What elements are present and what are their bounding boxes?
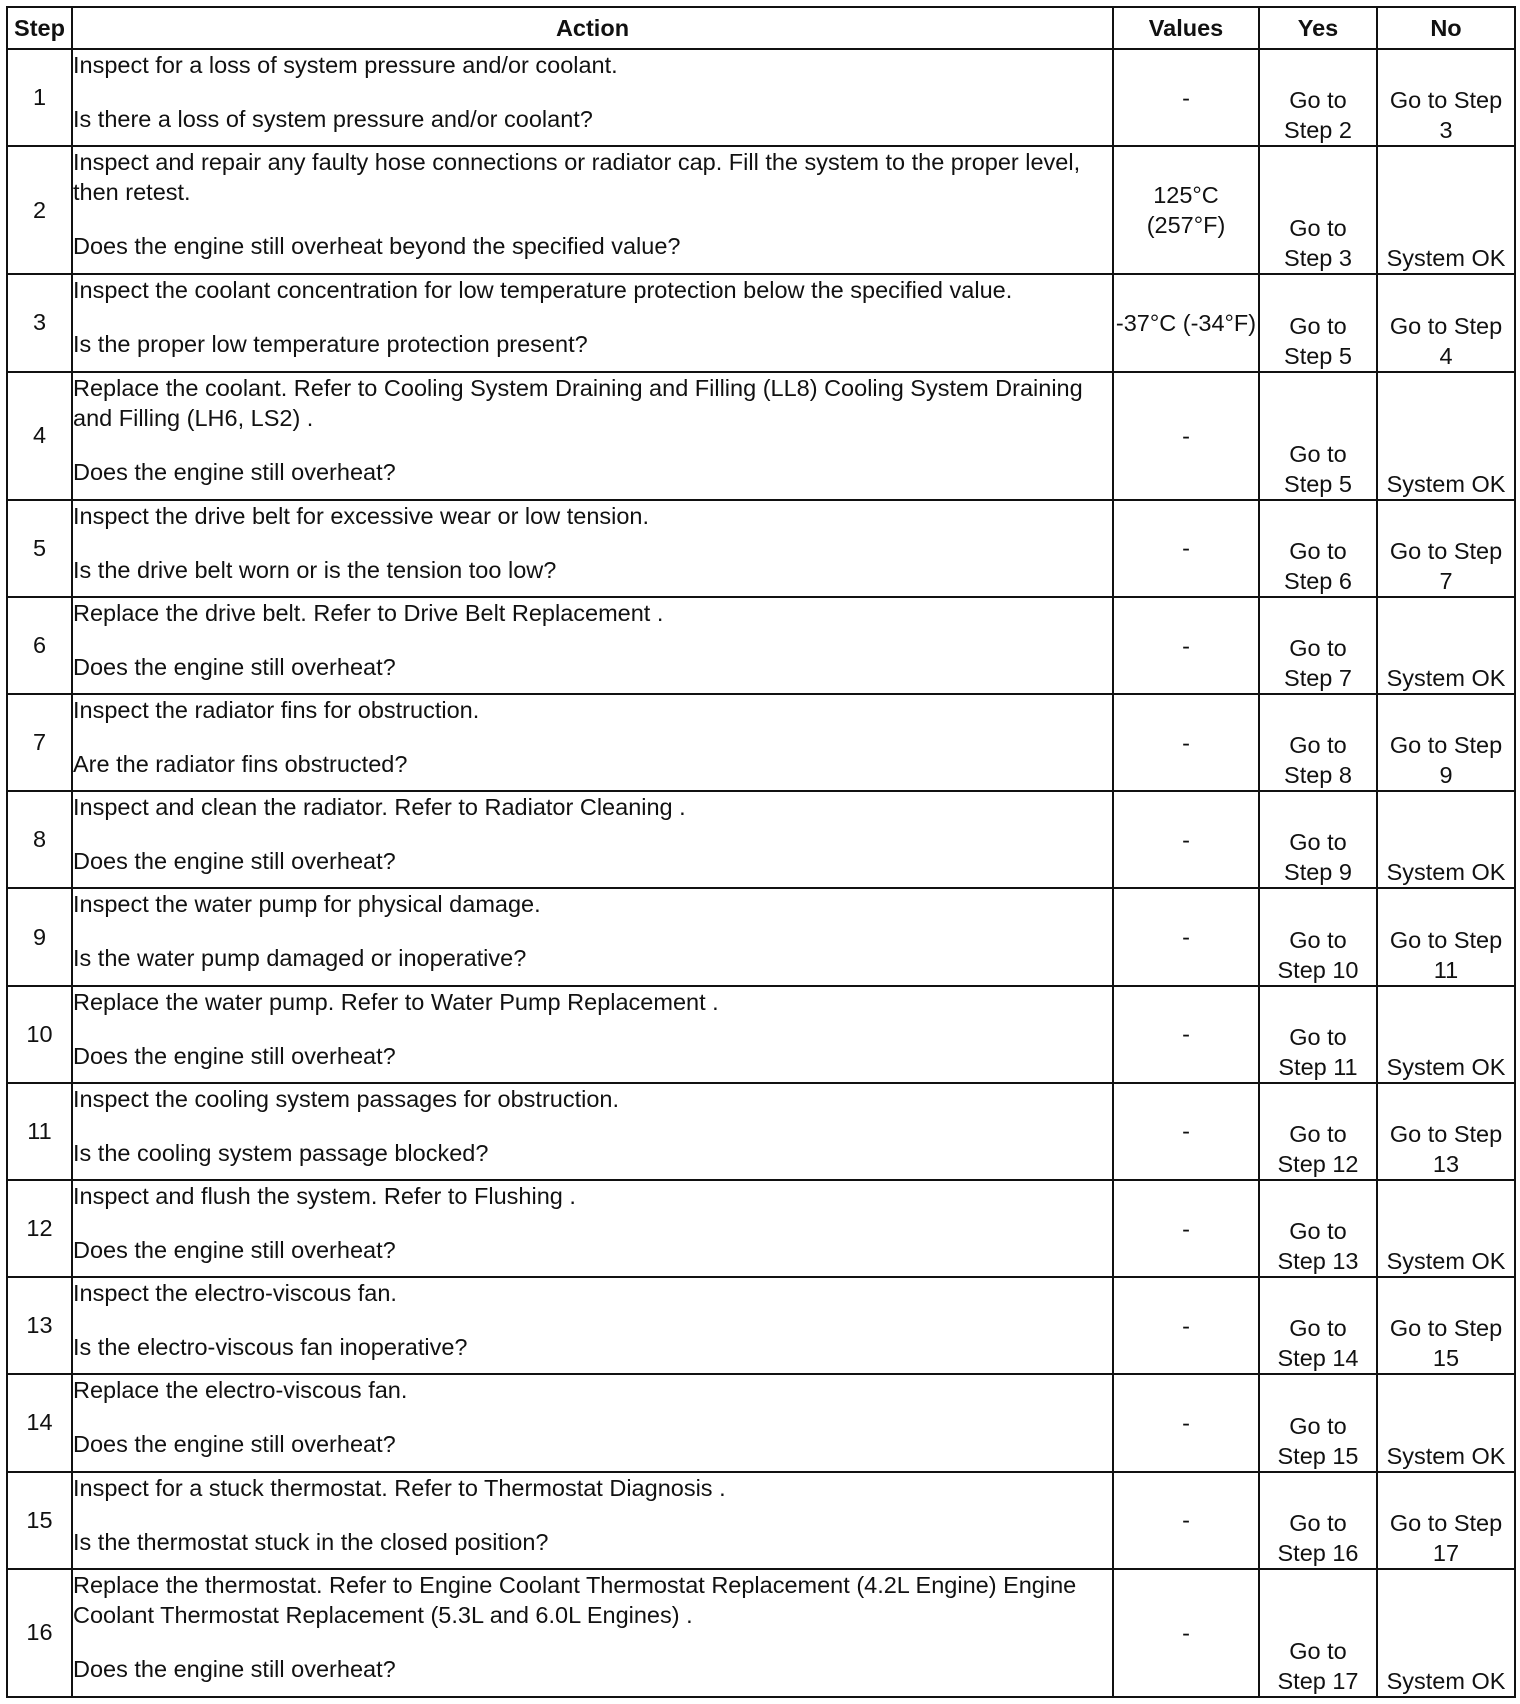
action-text: Inspect the electro-viscous fan. (73, 1280, 397, 1307)
yes-cell (1259, 791, 1377, 888)
values-cell: - (1113, 986, 1259, 1083)
no-cell (1377, 791, 1515, 888)
action-text: Inspect for a stuck thermostat. Refer to Thermostat Diagnosis . (73, 1474, 726, 1501)
table-row (7, 1374, 1515, 1471)
values-cell: - (1113, 372, 1259, 500)
yes-text: Go to Step 15 (1277, 1412, 1359, 1469)
table-row (7, 1277, 1515, 1374)
action-text: Inspect the radiator fins for obstruction. (73, 697, 480, 724)
yes-text: Go to Step 12 (1277, 1120, 1359, 1177)
action-text: Inspect the coolant concentration for low temperature protection below the specified value. (73, 277, 1013, 304)
values-cell: - (1113, 694, 1259, 791)
yes-text: Go to Step 7 (1284, 635, 1352, 692)
step-number: 7 (7, 694, 72, 791)
no-cell (1377, 1569, 1515, 1697)
yes-text: Go to Step 2 (1284, 87, 1352, 144)
yes-text: Go to Step 10 (1277, 926, 1359, 983)
yes-cell (1259, 500, 1377, 597)
action-question: Does the engine still overheat? (73, 458, 396, 485)
table-row (7, 500, 1515, 597)
no-text: System OK (1386, 859, 1506, 886)
yes-cell (1259, 1277, 1377, 1374)
yes-cell (1259, 986, 1377, 1083)
no-text: Go to Step 15 (1389, 1315, 1503, 1372)
no-cell (1377, 1277, 1515, 1374)
action-question: Does the engine still overheat? (73, 1655, 396, 1682)
action-question: Is the electro-viscous fan inoperative? (73, 1334, 468, 1361)
no-text: Go to Step 4 (1389, 312, 1503, 369)
no-text: System OK (1386, 1248, 1506, 1275)
table-row (7, 888, 1515, 985)
no-text: Go to Step 3 (1389, 87, 1503, 144)
values-cell: 125°C (257°F) (1113, 146, 1259, 274)
action-text: Inspect and flush the system. Refer to Flushing . (73, 1182, 576, 1209)
table-row (7, 597, 1515, 694)
yes-text: Go to Step 13 (1277, 1218, 1359, 1275)
action-text: Inspect and repair any faulty hose connections or radiator cap. Fill the system to the proper level, then retest. (73, 149, 1081, 206)
step-number: 1 (7, 49, 72, 146)
table-row (7, 1083, 1515, 1180)
action-text: Inspect for a loss of system pressure and/or coolant. (73, 52, 618, 78)
no-cell (1377, 500, 1515, 597)
action-question: Is the proper low temperature protection present? (73, 331, 588, 358)
no-cell (1377, 372, 1515, 500)
values-cell: -37°C (-34°F) (1113, 274, 1259, 371)
table-row (7, 1569, 1515, 1697)
no-cell (1377, 888, 1515, 985)
action-cell (72, 1472, 1113, 1569)
action-question: Are the radiator fins obstructed? (73, 751, 408, 778)
action-cell (72, 49, 1113, 146)
yes-cell (1259, 146, 1377, 274)
action-question: Is there a loss of system pressure and/or coolant? (73, 106, 593, 132)
action-question: Does the engine still overheat beyond the specified value? (73, 233, 681, 260)
step-number: 6 (7, 597, 72, 694)
no-text: System OK (1386, 470, 1506, 497)
header-row (7, 7, 1515, 49)
no-cell (1377, 1472, 1515, 1569)
action-cell (72, 372, 1113, 500)
values-cell: - (1113, 888, 1259, 985)
action-question: Does the engine still overheat? (73, 1431, 396, 1458)
yes-cell (1259, 1569, 1377, 1697)
action-cell (72, 1569, 1113, 1697)
action-question: Does the engine still overheat? (73, 848, 396, 875)
table-row (7, 146, 1515, 274)
values-cell: - (1113, 1180, 1259, 1277)
action-text: Inspect and clean the radiator. Refer to Radiator Cleaning . (73, 794, 686, 821)
values-cell: - (1113, 597, 1259, 694)
yes-text: Go to Step 16 (1277, 1509, 1359, 1566)
header-no: No (1377, 7, 1515, 49)
diagnostic-table (6, 6, 1516, 1698)
yes-cell (1259, 1180, 1377, 1277)
action-cell (72, 888, 1113, 985)
no-text: System OK (1386, 245, 1506, 272)
table-row (7, 274, 1515, 371)
yes-cell (1259, 49, 1377, 146)
step-number: 16 (7, 1569, 72, 1697)
action-question: Is the water pump damaged or inoperative? (73, 945, 527, 972)
no-text: System OK (1386, 1053, 1506, 1080)
action-cell (72, 1277, 1113, 1374)
no-text: System OK (1386, 1668, 1506, 1694)
action-cell (72, 146, 1113, 274)
no-cell (1377, 274, 1515, 371)
step-number: 8 (7, 791, 72, 888)
action-text: Replace the thermostat. Refer to Engine Coolant Thermostat Replacement (4.2L Engine) Engine Coolant Thermostat Replacement (5.3L and 6.0L Engines) . (73, 1571, 1077, 1628)
table-row (7, 694, 1515, 791)
values-cell: - (1113, 1083, 1259, 1180)
action-cell (72, 694, 1113, 791)
header-action: Action (72, 7, 1113, 49)
yes-text: Go to Step 8 (1284, 732, 1352, 789)
no-text: Go to Step 17 (1389, 1509, 1503, 1566)
action-cell (72, 791, 1113, 888)
yes-cell (1259, 372, 1377, 500)
action-cell (72, 597, 1113, 694)
table-row (7, 791, 1515, 888)
yes-cell (1259, 274, 1377, 371)
yes-cell (1259, 1472, 1377, 1569)
action-text: Replace the water pump. Refer to Water Pump Replacement . (73, 988, 719, 1015)
yes-cell (1259, 597, 1377, 694)
header-values: Values (1113, 7, 1259, 49)
step-number: 4 (7, 372, 72, 500)
table-row (7, 986, 1515, 1083)
table-row (7, 1472, 1515, 1569)
step-number: 9 (7, 888, 72, 985)
action-question: Does the engine still overheat? (73, 1236, 396, 1263)
action-cell (72, 1374, 1113, 1471)
no-cell (1377, 1083, 1515, 1180)
yes-text: Go to Step 17 (1277, 1638, 1359, 1694)
step-number: 15 (7, 1472, 72, 1569)
action-text: Inspect the drive belt for excessive wear or low tension. (73, 502, 650, 529)
no-text: System OK (1386, 1442, 1506, 1469)
no-cell (1377, 146, 1515, 274)
action-text: Replace the electro-viscous fan. (73, 1377, 408, 1404)
yes-text: Go to Step 11 (1278, 1023, 1358, 1080)
action-question: Does the engine still overheat? (73, 1042, 396, 1069)
action-cell (72, 986, 1113, 1083)
yes-cell (1259, 1083, 1377, 1180)
no-text: Go to Step 7 (1389, 537, 1503, 594)
no-cell (1377, 694, 1515, 791)
yes-text: Go to Step 5 (1284, 440, 1352, 497)
no-text: Go to Step 13 (1389, 1120, 1503, 1177)
yes-text: Go to Step 9 (1284, 829, 1352, 886)
action-text: Replace the coolant. Refer to Cooling System Draining and Filling (LL8) Cooling System Draining and Filling (LH6, LS2) . (73, 374, 1083, 431)
values-cell: - (1113, 1472, 1259, 1569)
no-text: System OK (1386, 665, 1506, 692)
yes-text: Go to Step 3 (1284, 215, 1352, 272)
step-number: 3 (7, 274, 72, 371)
no-cell (1377, 1180, 1515, 1277)
table-row (7, 1180, 1515, 1277)
step-number: 12 (7, 1180, 72, 1277)
values-cell: - (1113, 500, 1259, 597)
yes-cell (1259, 1374, 1377, 1471)
action-question: Is the cooling system passage blocked? (73, 1139, 489, 1166)
no-cell (1377, 49, 1515, 146)
action-cell (72, 1180, 1113, 1277)
values-cell: - (1113, 1374, 1259, 1471)
action-question: Does the engine still overheat? (73, 653, 396, 680)
step-number: 10 (7, 986, 72, 1083)
action-question: Is the thermostat stuck in the closed position? (73, 1528, 549, 1555)
step-number: 11 (7, 1083, 72, 1180)
step-number: 13 (7, 1277, 72, 1374)
step-number: 2 (7, 146, 72, 274)
no-text: Go to Step 9 (1389, 732, 1503, 789)
values-cell: - (1113, 1277, 1259, 1374)
action-text: Inspect the water pump for physical damage. (73, 891, 541, 918)
table-row (7, 372, 1515, 500)
yes-cell (1259, 694, 1377, 791)
header-yes: Yes (1259, 7, 1377, 49)
action-question: Is the drive belt worn or is the tension too low? (73, 556, 557, 583)
action-cell (72, 274, 1113, 371)
no-cell (1377, 597, 1515, 694)
action-cell (72, 500, 1113, 597)
yes-text: Go to Step 14 (1277, 1315, 1359, 1372)
no-text: Go to Step 11 (1389, 926, 1503, 983)
table-row (7, 49, 1515, 146)
yes-cell (1259, 888, 1377, 985)
no-cell (1377, 1374, 1515, 1471)
yes-text: Go to Step 5 (1284, 312, 1352, 369)
step-number: 14 (7, 1374, 72, 1471)
no-cell (1377, 986, 1515, 1083)
header-step: Step (7, 7, 72, 49)
values-cell: - (1113, 791, 1259, 888)
step-number: 5 (7, 500, 72, 597)
action-text: Inspect the cooling system passages for obstruction. (73, 1085, 620, 1112)
values-cell: - (1113, 49, 1259, 146)
action-cell (72, 1083, 1113, 1180)
action-text: Replace the drive belt. Refer to Drive Belt Replacement . (73, 599, 664, 626)
values-cell: - (1113, 1569, 1259, 1697)
yes-text: Go to Step 6 (1284, 537, 1352, 594)
